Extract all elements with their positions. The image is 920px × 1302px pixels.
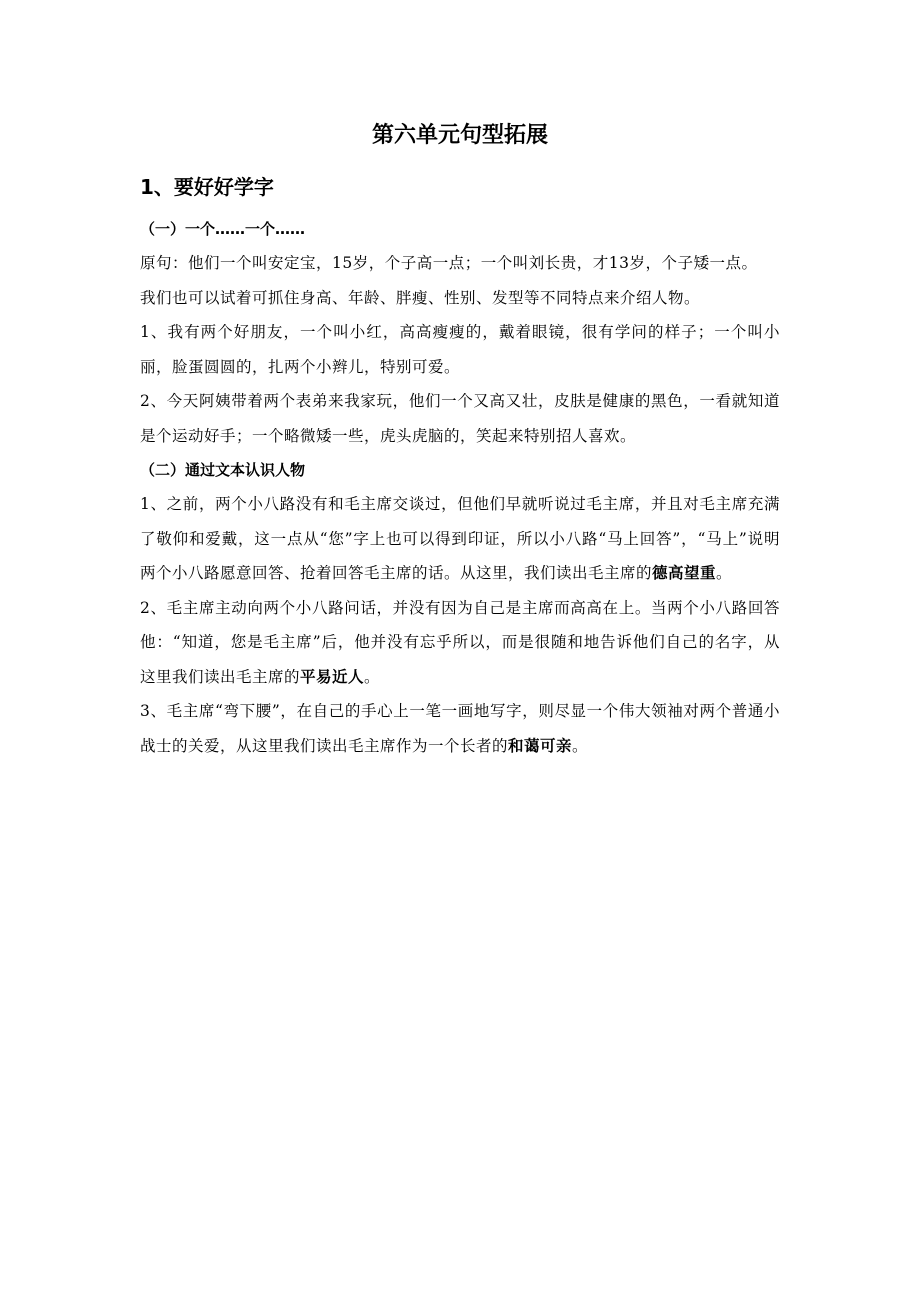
paragraph-analysis-1 [140, 487, 780, 591]
paragraph-instruction: 我们也可以试着可抓住身高、年龄、胖瘦、性别、发型等不同特点来介绍人物。 [140, 288, 701, 307]
paragraph-example-2: 2、今天阿姨带着两个表弟来我家玩，他们一个又高又壮，皮肤是健康的黑色，一看就知道是个运动好手；一个略微矮一些，虎头虎脑的，笑起来特别招人喜欢。 [140, 392, 780, 445]
paragraph-analysis-3 [140, 694, 780, 763]
paragraph-text: 3、毛主席“弯下腰”，在自己的手心上一笔一画地写字，则尽显一个伟大领袖对两个普通小战士的关爱，从这里我们读出毛主席作为一个长者的 [140, 702, 780, 755]
paragraph-text: 1、之前，两个小八路没有和毛主席交谈过，但他们早就听说过毛主席，并且对毛主席充满了敬仰和爱戴，这一点从“您”字上也可以得到印证，所以小八路“马上回答”，“马上”说明两个小八路愿意回答、抢着回答毛主席的话。从这里，我们读出毛主席的 [140, 495, 780, 582]
paragraph-analysis-2 [140, 591, 780, 695]
subsection-heading: （二）通过文本认识人物 [140, 461, 306, 479]
document-title: 第六单元句型拓展 [371, 123, 548, 148]
paragraph-text: 2、毛主席主动向两个小八路问话，并没有因为自己是主席而高高在上。当两个小八路回答他：“知道，您是毛主席”后，他并没有忘乎所以，而是很随和地告诉他们自己的名字，从这里我们读出毛主席的 [140, 598, 780, 686]
subsection-heading: （一）一个……一个…… [140, 220, 306, 238]
keyword: 平易近人 [300, 667, 365, 686]
keyword: 和蔼可亲 [508, 736, 573, 755]
paragraph-end: 。 [572, 736, 589, 755]
section-heading: 1、要好好学字 [140, 175, 274, 199]
keyword: 德高望重 [652, 564, 717, 582]
paragraph-example-1: 1、我有两个好朋友，一个叫小红，高高瘦瘦的，戴着眼镜，很有学问的样子；一个叫小丽，脸蛋圆圆的，扎两个小辫儿，特别可爱。 [140, 323, 780, 376]
paragraph-original-sentence: 原句：他们一个叫安定宝，15岁，个子高一点；一个叫刘长贵，才13岁，个子矮一点。 [140, 254, 758, 272]
paragraph-end: 。 [716, 564, 733, 582]
paragraph-end: 。 [364, 667, 381, 686]
document-body [140, 170, 780, 763]
